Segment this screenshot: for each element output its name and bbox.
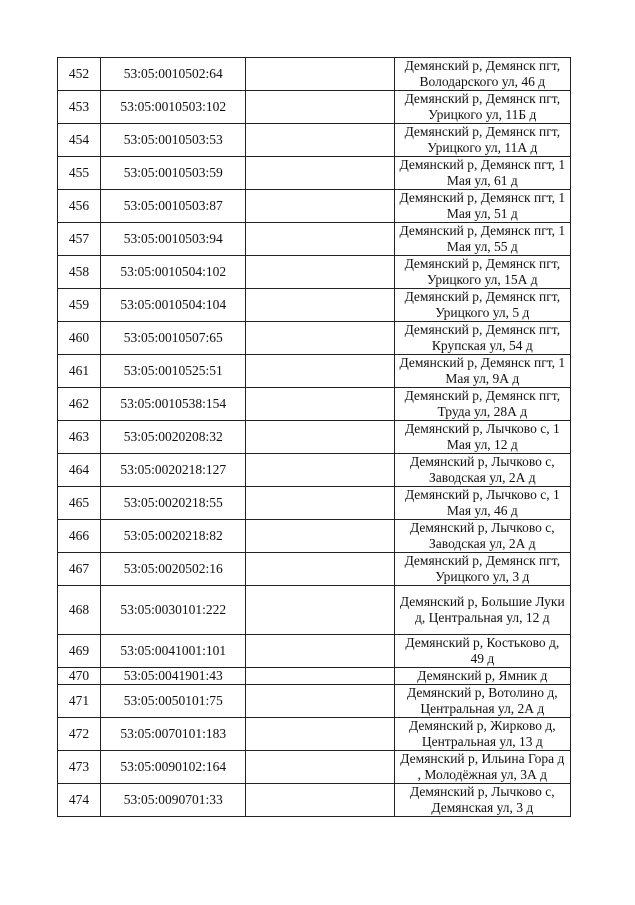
empty-cell xyxy=(246,322,394,355)
table-row xyxy=(58,635,571,668)
property-table xyxy=(57,57,571,817)
row-number-cell: 469 xyxy=(58,635,101,668)
row-number-cell: 456 xyxy=(58,190,101,223)
row-number-cell: 472 xyxy=(58,718,101,751)
table-row xyxy=(58,421,571,454)
table-row xyxy=(58,454,571,487)
cadastral-number-cell: 53:05:0050101:75 xyxy=(101,685,246,718)
cadastral-number-cell: 53:05:0030101:222 xyxy=(101,586,246,635)
row-number-cell: 462 xyxy=(58,388,101,421)
empty-cell xyxy=(246,553,394,586)
row-number-cell: 474 xyxy=(58,784,101,817)
empty-cell xyxy=(246,487,394,520)
table-row xyxy=(58,586,571,635)
table-row xyxy=(58,718,571,751)
cadastral-number-cell: 53:05:0020502:16 xyxy=(101,553,246,586)
address-cell: Демянский р, Демянск пгт, Урицкого ул, 3 д xyxy=(394,553,570,586)
table-row xyxy=(58,91,571,124)
cadastral-number-cell: 53:05:0010502:64 xyxy=(101,58,246,91)
empty-cell xyxy=(246,685,394,718)
row-number-cell: 473 xyxy=(58,751,101,784)
cadastral-number-cell: 53:05:0010507:65 xyxy=(101,322,246,355)
empty-cell xyxy=(246,58,394,91)
table-row xyxy=(58,685,571,718)
row-number-cell: 461 xyxy=(58,355,101,388)
cadastral-number-cell: 53:05:0041901:43 xyxy=(101,668,246,685)
address-cell: Демянский р, Демянск пгт, 1 Мая ул, 61 д xyxy=(394,157,570,190)
empty-cell xyxy=(246,454,394,487)
address-cell: Демянский р, Ямник д xyxy=(394,668,570,685)
table-row xyxy=(58,553,571,586)
address-cell: Демянский р, Лычково с, Демянская ул, 3 д xyxy=(394,784,570,817)
empty-cell xyxy=(246,520,394,553)
row-number-cell: 466 xyxy=(58,520,101,553)
cadastral-number-cell: 53:05:0010503:59 xyxy=(101,157,246,190)
table-row xyxy=(58,124,571,157)
cadastral-number-cell: 53:05:0070101:183 xyxy=(101,718,246,751)
table-row xyxy=(58,751,571,784)
empty-cell xyxy=(246,355,394,388)
address-cell: Демянский р, Демянск пгт, Урицкого ул, 15А д xyxy=(394,256,570,289)
empty-cell xyxy=(246,289,394,322)
empty-cell xyxy=(246,190,394,223)
empty-cell xyxy=(246,223,394,256)
row-number-cell: 459 xyxy=(58,289,101,322)
address-cell: Демянский р, Лычково с, Заводская ул, 2А д xyxy=(394,520,570,553)
empty-cell xyxy=(246,256,394,289)
empty-cell xyxy=(246,91,394,124)
address-cell: Демянский р, Демянск пгт, 1 Мая ул, 9А д xyxy=(394,355,570,388)
address-cell: Демянский р, Демянск пгт, Урицкого ул, 5 д xyxy=(394,289,570,322)
address-cell: Демянский р, Демянск пгт, Урицкого ул, 11А д xyxy=(394,124,570,157)
cadastral-number-cell: 53:05:0010503:102 xyxy=(101,91,246,124)
cadastral-number-cell: 53:05:0020218:55 xyxy=(101,487,246,520)
empty-cell xyxy=(246,388,394,421)
cadastral-number-cell: 53:05:0010503:87 xyxy=(101,190,246,223)
address-cell: Демянский р, Демянск пгт, Урицкого ул, 11Б д xyxy=(394,91,570,124)
table-row xyxy=(58,322,571,355)
cadastral-number-cell: 53:05:0020208:32 xyxy=(101,421,246,454)
empty-cell xyxy=(246,784,394,817)
table-row xyxy=(58,388,571,421)
row-number-cell: 471 xyxy=(58,685,101,718)
empty-cell xyxy=(246,421,394,454)
empty-cell xyxy=(246,751,394,784)
row-number-cell: 463 xyxy=(58,421,101,454)
cadastral-number-cell: 53:05:0010504:102 xyxy=(101,256,246,289)
address-cell: Демянский р, Демянск пгт, Володарского ул, 46 д xyxy=(394,58,570,91)
row-number-cell: 467 xyxy=(58,553,101,586)
address-cell: Демянский р, Демянск пгт, 1 Мая ул, 55 д xyxy=(394,223,570,256)
address-cell: Демянский р, Большие Луки д, Центральная ул, 12 д xyxy=(394,586,570,635)
row-number-cell: 464 xyxy=(58,454,101,487)
address-cell: Демянский р, Костьково д, 49 д xyxy=(394,635,570,668)
address-cell: Демянский р, Ильина Гора д , Молодёжная ул, 3А д xyxy=(394,751,570,784)
empty-cell xyxy=(246,668,394,685)
table-row xyxy=(58,190,571,223)
address-cell: Демянский р, Демянск пгт, Крупская ул, 54 д xyxy=(394,322,570,355)
table-row xyxy=(58,668,571,685)
empty-cell xyxy=(246,718,394,751)
address-cell: Демянский р, Вотолино д, Центральная ул, 2А д xyxy=(394,685,570,718)
cadastral-number-cell: 53:05:0020218:82 xyxy=(101,520,246,553)
empty-cell xyxy=(246,124,394,157)
cadastral-number-cell: 53:05:0010504:104 xyxy=(101,289,246,322)
empty-cell xyxy=(246,635,394,668)
cadastral-number-cell: 53:05:0010538:154 xyxy=(101,388,246,421)
table-row xyxy=(58,487,571,520)
table-row xyxy=(58,157,571,190)
table-row xyxy=(58,223,571,256)
row-number-cell: 460 xyxy=(58,322,101,355)
table-row xyxy=(58,256,571,289)
row-number-cell: 455 xyxy=(58,157,101,190)
address-cell: Демянский р, Лычково с, 1 Мая ул, 12 д xyxy=(394,421,570,454)
cadastral-number-cell: 53:05:0010525:51 xyxy=(101,355,246,388)
property-table-body xyxy=(58,58,571,817)
row-number-cell: 458 xyxy=(58,256,101,289)
cadastral-number-cell: 53:05:0010503:53 xyxy=(101,124,246,157)
row-number-cell: 453 xyxy=(58,91,101,124)
empty-cell xyxy=(246,586,394,635)
row-number-cell: 470 xyxy=(58,668,101,685)
cadastral-number-cell: 53:05:0041001:101 xyxy=(101,635,246,668)
cadastral-number-cell: 53:05:0090102:164 xyxy=(101,751,246,784)
address-cell: Демянский р, Лычково с, Заводская ул, 2А д xyxy=(394,454,570,487)
table-row xyxy=(58,58,571,91)
row-number-cell: 454 xyxy=(58,124,101,157)
table-row xyxy=(58,784,571,817)
row-number-cell: 465 xyxy=(58,487,101,520)
address-cell: Демянский р, Лычково с, 1 Мая ул, 46 д xyxy=(394,487,570,520)
address-cell: Демянский р, Жирково д, Центральная ул, 13 д xyxy=(394,718,570,751)
cadastral-number-cell: 53:05:0090701:33 xyxy=(101,784,246,817)
cadastral-number-cell: 53:05:0020218:127 xyxy=(101,454,246,487)
table-row xyxy=(58,289,571,322)
address-cell: Демянский р, Демянск пгт, 1 Мая ул, 51 д xyxy=(394,190,570,223)
empty-cell xyxy=(246,157,394,190)
row-number-cell: 457 xyxy=(58,223,101,256)
address-cell: Демянский р, Демянск пгт, Труда ул, 28А д xyxy=(394,388,570,421)
cadastral-number-cell: 53:05:0010503:94 xyxy=(101,223,246,256)
row-number-cell: 452 xyxy=(58,58,101,91)
table-row xyxy=(58,355,571,388)
row-number-cell: 468 xyxy=(58,586,101,635)
table-row xyxy=(58,520,571,553)
